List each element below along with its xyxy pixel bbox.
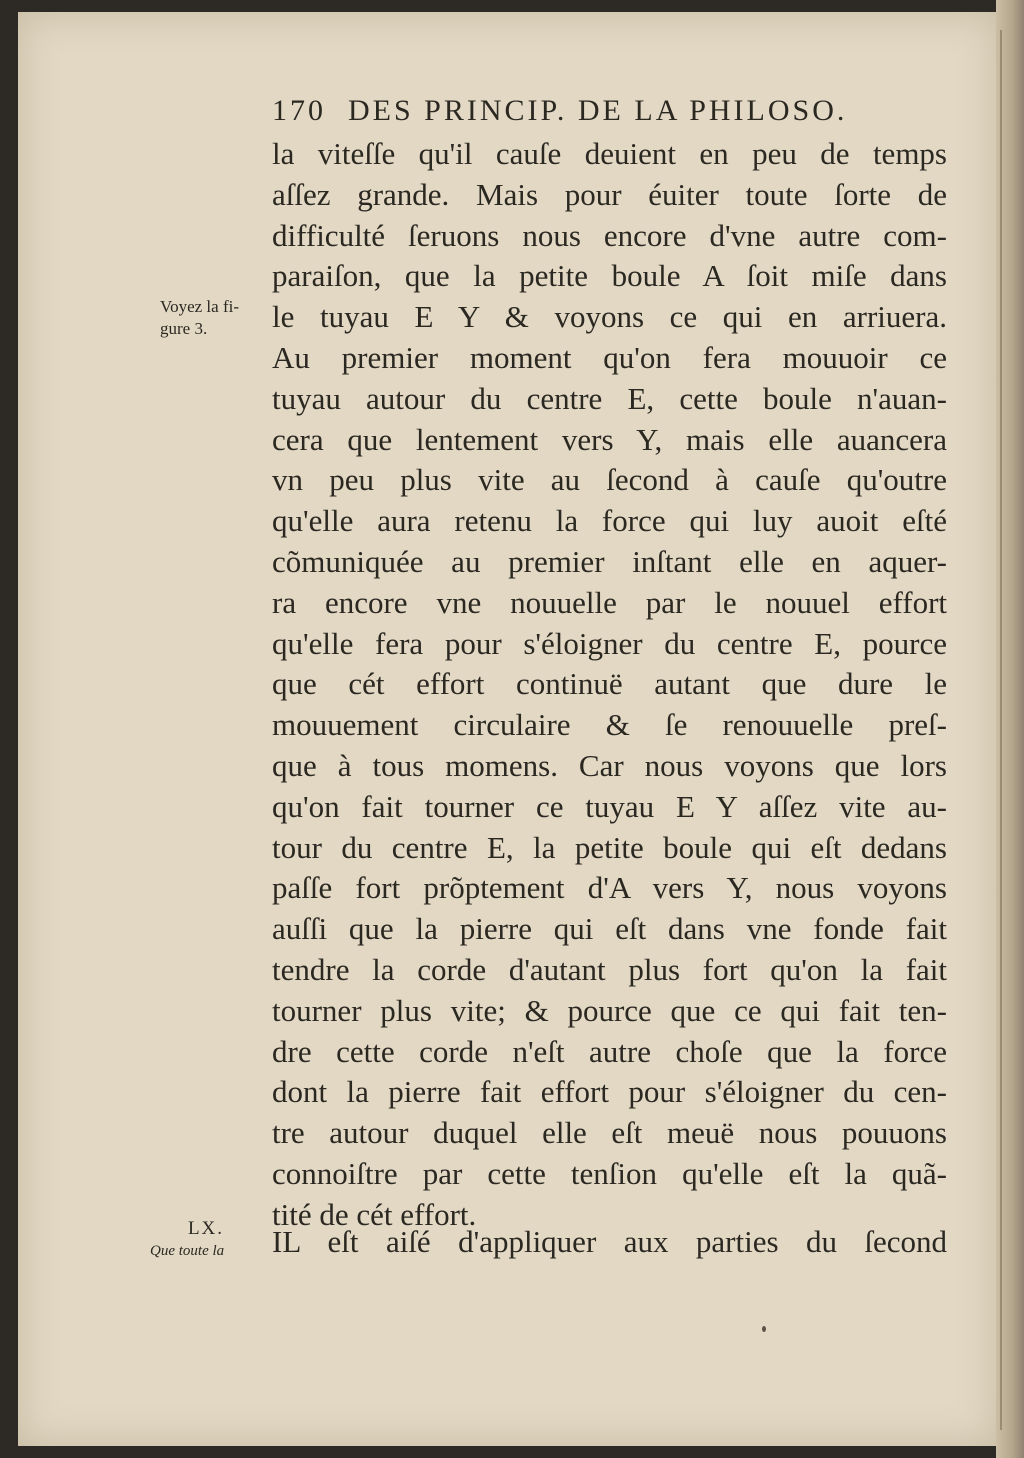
- text-line: dont la pierre fait effort pour s'éloigner du cen-: [272, 1074, 947, 1110]
- text-line: tendre la corde d'autant plus fort qu'on la fait: [272, 951, 947, 987]
- margin-note-figure-reference: [160, 296, 239, 340]
- text-line: qu'elle fera pour s'éloigner du centre E, pource: [272, 625, 947, 661]
- text-line: vn peu plus vite au ſecond à cauſe qu'outre: [272, 462, 947, 498]
- running-header: [272, 94, 947, 134]
- text-line: tre autour duquel elle eſt meuë nous pouuons: [272, 1115, 947, 1151]
- text-line: paraiſon, que la petite boule A ſoit miſe dans: [272, 258, 947, 294]
- text-line: qu'on fait tourner ce tuyau E Y aſſez vite au-: [272, 788, 947, 824]
- text-line: tour du centre E, la petite boule qui eſt dedans: [272, 829, 947, 865]
- running-title: DES PRINCIP. DE LA PHILOSO.: [348, 94, 848, 127]
- new-article-first-line: IL eſt aiſé d'appliquer aux parties du ſecond: [272, 1224, 947, 1259]
- margin-note-line: Voyez la fi-: [160, 297, 239, 316]
- page-fore-edge: [996, 0, 1024, 1458]
- text-line: cõmuniquée au premier inſtant elle en aquer-: [272, 543, 947, 579]
- text-line: qu'elle aura retenu la force qui luy auoit eſté: [272, 503, 947, 539]
- text-line: que à tous momens. Car nous voyons que lors: [272, 747, 947, 783]
- text-line: tourner plus vite; & pource que ce qui fait ten-: [272, 992, 947, 1028]
- text-line: tuyau autour du centre E, cette boule n'auan-: [272, 380, 947, 416]
- article-summary-lead: Que toute la: [150, 1243, 225, 1259]
- text-line: paſſe fort prõptement d'A vers Y, nous voyons: [272, 870, 947, 906]
- text-line: Au premier moment qu'on fera mouuoir ce: [272, 339, 947, 375]
- margin-note-article: [150, 1218, 262, 1262]
- margin-note-line: gure 3.: [160, 319, 208, 338]
- text-line: cera que lentement vers Y, mais elle auancera: [272, 421, 947, 457]
- text-line: que cét effort continuë autant que dure le: [272, 666, 947, 702]
- text-line: difficulté ſeruons nous encore d'vne autre com-: [272, 217, 947, 253]
- text-line: mouuement circulaire & ſe renouuelle preſ-: [272, 707, 947, 743]
- text-line: auſſi que la pierre qui eſt dans vne fonde fait: [272, 911, 947, 947]
- text-line: ra encore vne nouuelle par le nouuel effort: [272, 584, 947, 620]
- text-line: la viteſſe qu'il cauſe deuient en peu de temps: [272, 136, 947, 171]
- page-number: 170: [272, 94, 326, 127]
- text-line-paragraph-end: tité de cét effort.: [272, 1196, 477, 1232]
- text-line: le tuyau E Y & voyons ce qui en arriuera.: [272, 299, 947, 335]
- text-line: connoiſtre par cette tenſion qu'elle eſt la quã-: [272, 1155, 947, 1191]
- text-line: dre cette corde n'eſt autre choſe que la force: [272, 1033, 947, 1069]
- article-number: LX.: [187, 1218, 225, 1239]
- text-line: aſſez grande. Mais pour éuiter toute ſorte de: [272, 176, 947, 212]
- ink-spot: [762, 1326, 766, 1332]
- body-text: [272, 134, 947, 1236]
